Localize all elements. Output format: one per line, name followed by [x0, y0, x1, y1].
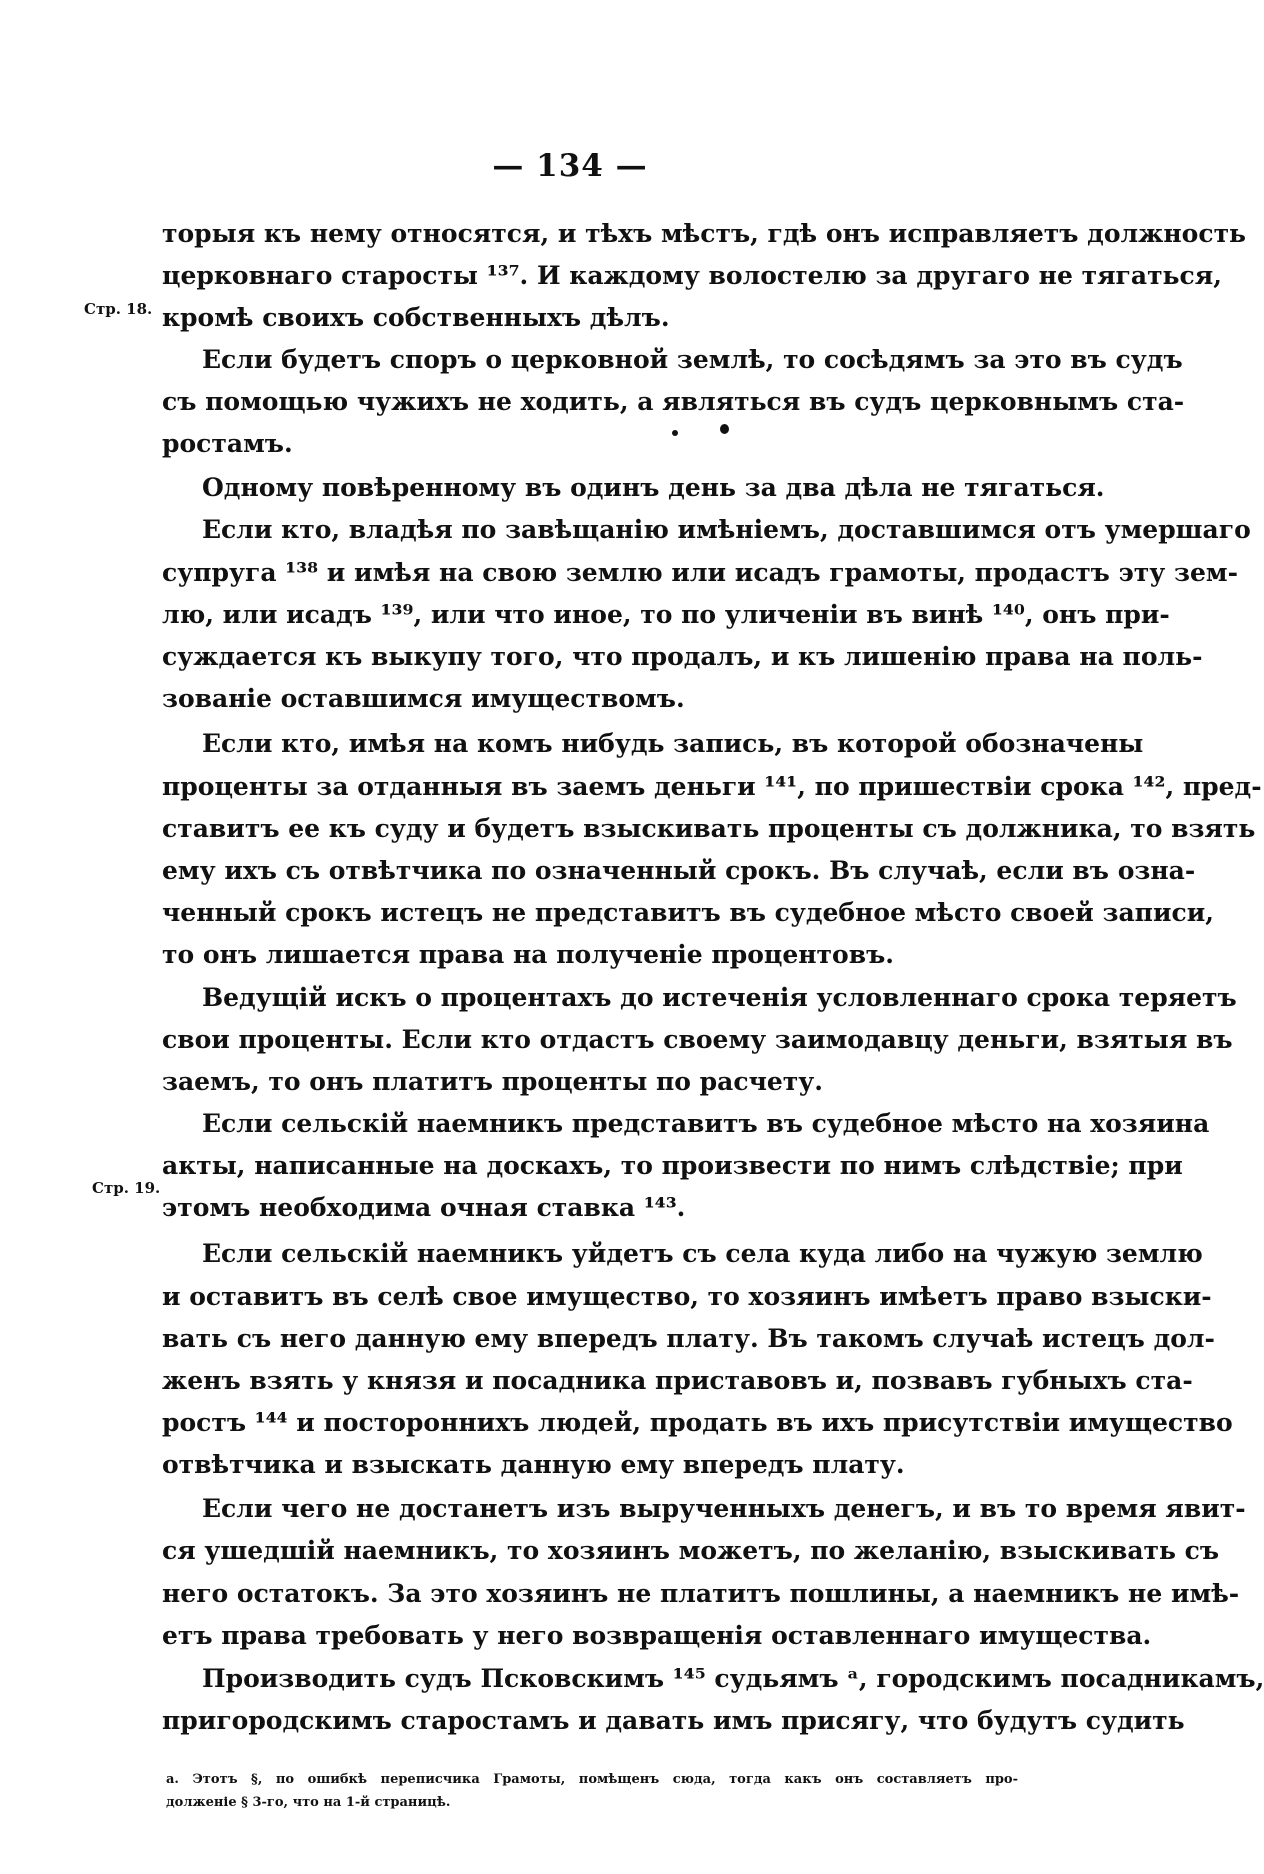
text-line: церковнаго старосты ¹³⁷. И каждому волостелю за другаго не тягаться,: [162, 261, 1222, 290]
text-line: женъ взять у князя и посадника приставовъ и, позвавъ губныхъ ста-: [162, 1366, 1193, 1395]
text-line: Производить судъ Псковскимъ ¹⁴⁵ судьямъ ᵃ, городскимъ посадникамъ,: [202, 1664, 1264, 1693]
text-line: проценты за отданныя въ заемъ деньги ¹⁴¹, по пришествіи срока ¹⁴², пред-: [162, 772, 1262, 801]
text-line: кромѣ своихъ собственныхъ дѣлъ.: [162, 303, 670, 332]
text-line: ростъ ¹⁴⁴ и постороннихъ людей, продать въ ихъ присутствіи имущество: [162, 1408, 1233, 1437]
text-line: ему ихъ съ отвѣтчика по означенный срокъ. Въ случаѣ, если въ озна-: [162, 856, 1196, 885]
text-line: Если сельскій наемникъ уйдетъ съ села куда либо на чужую землю: [202, 1239, 1203, 1268]
ink-speck: [720, 424, 729, 434]
text-line: ставитъ ее къ суду и будетъ взыскивать проценты съ должника, то взять: [162, 814, 1256, 843]
text-line: ся ушедшій наемникъ, то хозяинъ можетъ, по желанію, взыскивать съ: [162, 1536, 1220, 1565]
text-line: суждается къ выкупу того, что продалъ, и къ лишенію права на поль-: [162, 642, 1203, 671]
ink-speck: [672, 430, 678, 436]
text-line: Если кто, имѣя на комъ нибудь запись, въ которой обозначены: [202, 729, 1144, 758]
text-line: зованіе оставшимся имуществомъ.: [162, 684, 685, 713]
text-line: ченный срокъ истецъ не представитъ въ судебное мѣсто своей записи,: [162, 898, 1214, 927]
text-line: Если кто, владѣя по завѣщанію имѣніемъ, доставшимся отъ умершаго: [202, 515, 1251, 544]
margin-note-page-19: Стр. 19.: [92, 1179, 161, 1197]
text-line: отвѣтчика и взыскать данную ему впередъ плату.: [162, 1450, 905, 1479]
page-number: — 134 —: [492, 148, 648, 184]
text-line: Если чего не достанетъ изъ вырученныхъ денегъ, и въ то время явит-: [202, 1494, 1246, 1523]
footnote-line: долженіе § 3-го, что на 1-й страницѣ.: [166, 1795, 451, 1810]
text-line: свои проценты. Если кто отдастъ своему заимодавцу деньги, взятыя въ: [162, 1025, 1233, 1054]
text-line: и оставитъ въ селѣ свое имущество, то хозяинъ имѣетъ право взыски-: [162, 1282, 1212, 1311]
text-line: пригородскимъ старостамъ и давать имъ присягу, что будутъ судить: [162, 1706, 1185, 1735]
text-line: то онъ лишается права на полученіе процентовъ.: [162, 940, 894, 969]
text-line: съ помощью чужихъ не ходить, а являться въ судъ церковнымъ ста-: [162, 387, 1185, 416]
text-line: вать съ него данную ему впередъ плату. Въ такомъ случаѣ истецъ дол-: [162, 1324, 1215, 1353]
text-line: Ведущій искъ о процентахъ до истеченія условленнаго срока теряетъ: [202, 983, 1237, 1012]
text-line: етъ права требовать у него возвращенія оставленнаго имущества.: [162, 1621, 1152, 1650]
footnote-line: а. Этотъ §, по ошибкѣ переписчика Грамоты, помѣщенъ сюда, тогда какъ онъ составляетъ про-: [166, 1772, 1018, 1787]
text-line: торыя къ нему относятся, и тѣхъ мѣстъ, гдѣ онъ исправляетъ должность: [162, 219, 1247, 248]
text-line: Одному повѣренному въ одинъ день за два дѣла не тягаться.: [202, 473, 1105, 502]
text-line: супруга ¹³⁸ и имѣя на свою землю или исадъ грамоты, продастъ эту зем-: [162, 558, 1238, 587]
text-line: ростамъ.: [162, 429, 293, 458]
text-line: него остатокъ. За это хозяинъ не платитъ пошлины, а наемникъ не имѣ-: [162, 1579, 1240, 1608]
text-line: акты, написанные на доскахъ, то произвести по нимъ слѣдствіе; при: [162, 1151, 1183, 1180]
text-line: заемъ, то онъ платитъ проценты по расчету.: [162, 1067, 823, 1096]
text-line: Если будетъ споръ о церковной землѣ, то сосѣдямъ за это въ судъ: [202, 345, 1183, 374]
text-line: лю, или исадъ ¹³⁹, или что иное, то по уличеніи въ винѣ ¹⁴⁰, онъ при-: [162, 600, 1170, 629]
text-line: этомъ необходима очная ставка ¹⁴³.: [162, 1193, 686, 1222]
text-line: Если сельскій наемникъ представитъ въ судебное мѣсто на хозяина: [202, 1109, 1210, 1138]
margin-note-page-18: Стр. 18.: [84, 300, 153, 318]
